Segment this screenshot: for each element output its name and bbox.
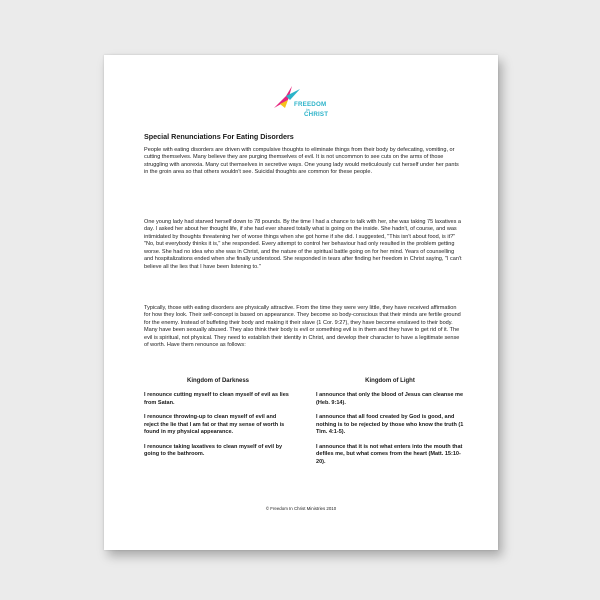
logo-line2: in [306, 108, 310, 113]
announce-item-3: I announce that it is not what enters into the mouth that defiles me, but what comes from the heart (Matt. 15:10-20). [316, 443, 463, 465]
kingdom-of-light-heading: Kingdom of Light [365, 378, 415, 384]
freedom-in-christ-logo [272, 86, 338, 124]
logo-wordmark [294, 102, 328, 118]
announce-item-2: I announce that all food created by God is good, and nothing is to be rejected by those who know the truth (1 Tim. 4:1-5). [316, 414, 464, 436]
announce-item-1: I announce that only the blood of Jesus can cleanse me (Heb. 9:14). [316, 392, 464, 406]
renounce-item-2: I renounce throwing-up to clean myself of evil and reject the lie that I am fat or that my sense of worth is found in my physical appearance. [144, 414, 285, 436]
document-page [104, 55, 498, 550]
renounce-item-3: I renounce taking laxatives to clean myself of evil by going to the bathroom. [144, 443, 283, 458]
paragraph-2: One young lady had starved herself down to 78 pounds. By the time I had a chance to talk with her, she was taking 75 laxatives a day. I asked her about her thought life, if she had ever shared totally what is going on the inside. She hadn't, of course, and was intimidated by thoughts threatening her of worse things when she got home if she did. I suggested, "This isn't about food, is it?" "No, but everybody thinks it is," she responded. Every attempt to control her behaviour had only resulted in the problem getting worse. She had no idea who she was in Christ, and the nature of the spiritual battle going on for her mind. Years of counselling and hospitalizations ended when she finally understood. She responded in tears after finding her freedom in Christ saying, "I can't believe all the lies that I have been listening to." [144, 219, 462, 270]
copyright-footer: © Freedom In Christ Ministries 2010 [265, 506, 337, 511]
document-title: Special Renunciations For Eating Disorders [144, 132, 294, 141]
kingdom-of-light-column [316, 378, 464, 473]
logo-line3: CHRIST [304, 111, 329, 119]
renounce-item-1: I renounce cutting myself to clean myself of evil as lies from Satan. [144, 392, 289, 406]
logo-line1: FREEDOM [294, 101, 327, 108]
paragraph-1: People with eating disorders are driven with compulsive thoughts to eliminate things from their body by defecating, vomiting, or cutting themselves. Many believe they are purging themselves of evil. It is not uncommon to see cuts on the arms of those struggling with anorexia. Many cut themselves in secretive ways. One young lady would meticulously cut herself under her pants in the groin area so that others wouldn't see. Suicidal thoughts are common for these people. [144, 147, 459, 176]
paragraph-3: Typically, those with eating disorders are physically attractive. From the time they were very little, they have received affirmation for how they look. Their self-concept is based on appearance. They become so body-conscious that their minds are fertile ground for the enemy. Instead of buffeting their body and making it their slave (1 Cor. 9:27), they have become enslaved to their body. Many have been sexually abused. They also think their body is evil or something evil is in them and they have to get rid of it. The evil is spiritual, not physical. They need to establish their identity in Christ, and develop their character to have a legitimate sense of worth. Have them renounce as follows: [144, 305, 461, 349]
kingdom-of-darkness-column [144, 378, 292, 466]
kingdom-of-darkness-heading: Kingdom of Darkness [186, 378, 249, 384]
